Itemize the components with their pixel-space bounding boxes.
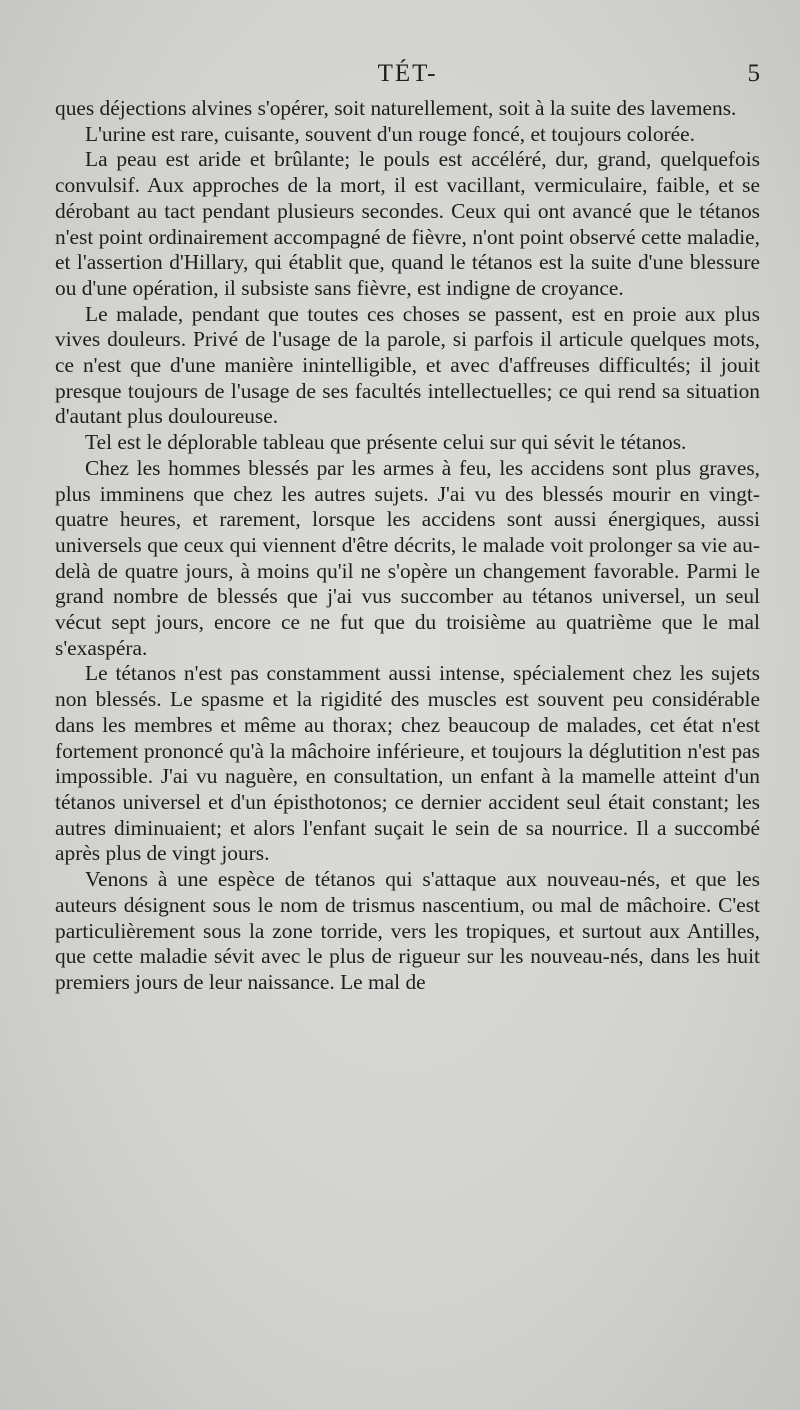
paragraph-tableau: Tel est le déplorable tableau que présente celui sur qui sévit le tétanos.	[85, 430, 687, 455]
paragraph-blesses: Chez les hommes blessés par les armes à feu, les accidens sont plus graves, plus imminens que chez les autres sujets. J'ai vu des blessés mourir en vingt-quatre heures, et rarement, lorsque les accidens sont aussi énergiques, aussi universels que ceux qui viennent d'être décrits, le malade voit prolonger sa vie au-delà de quatre jours, à moins qu'il ne s'opère un changement favorable. Parmi le grand nombre de blessés que j'ai vus succomber au tétanos universel, un seul vécut sept jours, encore ce ne fut que du troisième au quatrième que le mal s'exaspéra.	[55, 455, 760, 660]
paragraph-urine: L'urine est rare, cuisante, souvent d'un rouge foncé, et toujours colorée.	[85, 121, 695, 146]
running-head: TÉT-	[377, 60, 438, 87]
paragraph-peau-pouls: La peau est aride et brûlante; le pouls est accéléré, dur, grand, quelquefois convulsif. Aux approches de la mort, il est vacillant, vermiculaire, faible, et se dérobant au tact pendant plusieurs secondes. Ceux qui ont avancé que le tétanos n'est point ordinairement accompagné de fièvre, n'ont point observé cette maladie, et l'assertion d'Hillary, qui établit que, quand le tétanos est la suite d'une blessure ou d'une opération, il subsiste sans fièvre, est indigne de croyance.	[55, 147, 760, 300]
paragraph-douleurs: Le malade, pendant que toutes ces choses se passent, est en proie aux plus vives douleurs. Privé de l'usage de la parole, si parfois il articule quelques mots, ce n'est que d'une manière inintelligible, et avec d'affreuses difficultés; il jouit presque toujours de l'usage de ses facultés intellectuelles; ce qui rend sa situation d'autant plus douloureuse.	[55, 301, 760, 429]
paragraph-trismus: Venons à une espèce de tétanos qui s'attaque aux nouveau-nés, et que les auteurs désignent sous le nom de trismus nascentium, ou mal de mâchoire. C'est particulièrement sous la zone torride, vers les tropiques, et surtout aux Antilles, que cette maladie sévit avec le plus de rigueur sur les nouveau-nés, dans les huit premiers jours de leur naissance. Le mal de	[55, 867, 760, 994]
page-number: 5	[747, 60, 760, 87]
page-header	[55, 60, 760, 96]
paragraph-continuation: ques déjections alvines s'opérer, soit naturellement, soit à la suite des lavemens.	[55, 96, 737, 120]
paragraph-intensite: Le tétanos n'est pas constamment aussi intense, spécialement chez les sujets non blessés. Le spasme et la rigidité des muscles est souvent peu considérable dans les membres et même au thorax; chez beaucoup de malades, cet état n'est fortement prononcé qu'à la mâchoire inférieure, et toujours la déglutition n'est pas impossible. J'ai vu naguère, en consultation, un enfant à la mamelle atteint d'un tétanos universel et d'un épisthotonos; ce dernier accident seul était constant; les autres diminuaient; et alors l'enfant suçait le sein de sa nourrice. Il a succombé après plus de vingt jours.	[55, 661, 760, 866]
body-text	[55, 96, 760, 996]
